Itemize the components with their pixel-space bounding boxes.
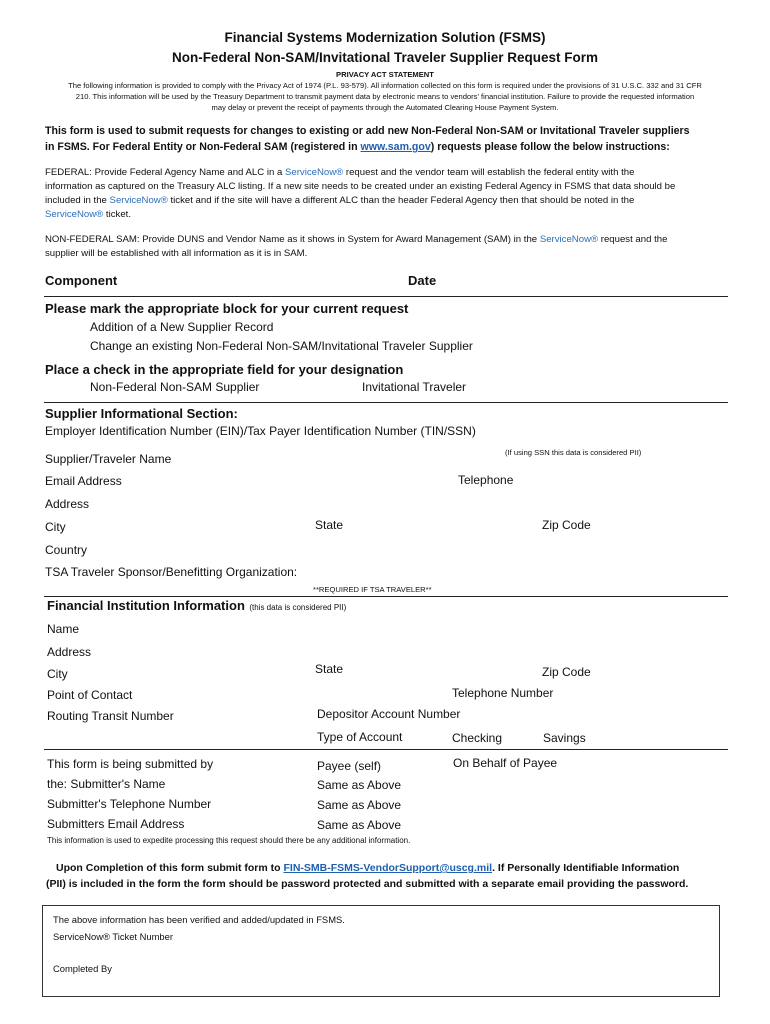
financial-pii-note: (this data is considered PII): [249, 603, 347, 612]
depositor-account-field[interactable]: Depositor Account Number: [317, 707, 461, 721]
federal-text: ticket and if the site will have a different ALC than the header Federal Agency then that should be noted in the: [167, 195, 635, 206]
privacy-text-line3: may delay or prevent the receipt of payments through the Automated Clearing House Payment System.: [211, 103, 559, 112]
state-field[interactable]: State: [315, 518, 344, 532]
option-on-behalf-of-payee[interactable]: On Behalf of Payee: [453, 756, 558, 770]
option-savings[interactable]: Savings: [543, 731, 586, 745]
date-label: Date: [408, 273, 437, 288]
bank-zip-field[interactable]: Zip Code: [542, 665, 591, 679]
intro-line2-pre: in FSMS. For Federal Entity or Non-Federal SAM (registered in: [45, 141, 361, 153]
federal-text: FEDERAL: Provide Federal Agency Name and ALC in a: [45, 167, 285, 178]
bank-name-field[interactable]: Name: [47, 622, 80, 636]
submitter-note: This information is used to expedite processing this request should there be any additional information.: [47, 836, 411, 845]
routing-number-field[interactable]: Routing Transit Number: [47, 709, 174, 723]
submitter-name-field[interactable]: the: Submitter's Name: [47, 777, 166, 791]
intro-line1: This form is used to submit requests for changes to existing or add new Non-Federal Non-SAM or Invitational Traveler suppliers: [45, 125, 690, 137]
completion-line1: [56, 862, 679, 874]
ssn-pii-note: (If using SSN this data is considered PII): [505, 448, 642, 457]
nonfederal-line1: [45, 233, 667, 248]
country-field[interactable]: Country: [45, 543, 88, 557]
privacy-text-line1: The following information is provided to comply with the Privacy Act of 1974 (P.L. 93-579). All information collected on this form is required under the provisions of 31 U.S.C. 332 and 31 CFR: [68, 81, 702, 90]
completion-text: Upon Completion of this form submit form to: [56, 862, 284, 874]
divider: [44, 749, 728, 750]
federal-line4: [45, 208, 131, 223]
address-field[interactable]: Address: [45, 497, 90, 511]
city-field[interactable]: City: [45, 520, 66, 534]
submitter-email-field[interactable]: Submitters Email Address: [47, 817, 185, 831]
privacy-heading: PRIVACY ACT STATEMENT: [336, 70, 434, 79]
bank-city-field[interactable]: City: [47, 667, 68, 681]
same-as-above-phone[interactable]: Same as Above: [317, 798, 402, 812]
intro-line2: [45, 141, 670, 153]
intro-line2-post: ) requests please follow the below instructions:: [430, 141, 670, 153]
sam-gov-link[interactable]: www.sam.gov: [360, 141, 431, 153]
ticket-number-field[interactable]: ServiceNow® Ticket Number: [53, 931, 173, 942]
supplier-heading: Supplier Informational Section:: [45, 406, 238, 421]
same-as-above-email[interactable]: Same as Above: [317, 818, 402, 832]
divider: [44, 296, 728, 297]
nonfederal-text: NON-FEDERAL SAM: Provide DUNS and Vendor Name as it shows in System for Award Management (SAM) in the: [45, 234, 540, 245]
option-change-supplier[interactable]: Change an existing Non-Federal Non-SAM/Invitational Traveler Supplier: [90, 339, 473, 353]
divider: [44, 402, 728, 403]
nonfederal-line2: supplier will be established with all information as it is in SAM.: [45, 248, 308, 259]
designation-heading: Place a check in the appropriate field for your designation: [45, 362, 404, 377]
telephone-field[interactable]: Telephone: [458, 473, 514, 487]
verified-statement: The above information has been verified and added/updated in FSMS.: [53, 914, 345, 925]
submitted-by-label: This form is being submitted by: [47, 757, 214, 771]
form-title-line1: Financial Systems Modernization Solution (FSMS): [224, 30, 546, 45]
option-non-federal-supplier[interactable]: Non-Federal Non-SAM Supplier: [90, 380, 260, 394]
option-payee-self[interactable]: Payee (self): [317, 759, 382, 773]
tsa-required-note: **REQUIRED IF TSA TRAVELER**: [313, 585, 432, 594]
completed-by-field[interactable]: Completed By: [53, 963, 112, 974]
nonfederal-text: request and the: [598, 234, 668, 245]
privacy-text-line2: 210. This information will be used by the Treasury Department to transmit payment data by electronic means to vendors' financial institution. Failure to provide the requested information: [75, 92, 695, 101]
supplier-name-field[interactable]: Supplier/Traveler Name: [45, 452, 172, 466]
servicenow-link[interactable]: ServiceNow®: [45, 209, 104, 220]
completion-line2: (PII) is included in the form the form should be password protected and submitted with a separate email providing the password.: [46, 878, 689, 890]
federal-line1: [45, 166, 634, 181]
servicenow-link[interactable]: ServiceNow®: [109, 195, 168, 206]
zip-field[interactable]: Zip Code: [542, 518, 591, 532]
federal-line2: information as captured on the Treasury ALC listing. If a new site needs to be created under an existing Federal Agency in FSMS that data should be: [45, 181, 676, 192]
federal-text: included in the: [45, 195, 110, 206]
completion-text: . If Personally Identifiable Information: [492, 862, 680, 874]
component-label: Component: [45, 273, 118, 288]
servicenow-link[interactable]: ServiceNow®: [284, 167, 344, 178]
federal-text: request and the vendor team will establish the federal entity with the: [343, 167, 635, 178]
option-checking[interactable]: Checking: [452, 731, 503, 745]
federal-line3: [45, 194, 634, 209]
option-invitational-traveler[interactable]: Invitational Traveler: [362, 380, 467, 394]
financial-heading: Financial Institution Information: [47, 598, 245, 613]
financial-heading-row: [47, 597, 346, 615]
email-field[interactable]: Email Address: [45, 474, 122, 488]
ein-field-label[interactable]: Employer Identification Number (EIN)/Tax Payer Identification Number (TIN/SSN): [45, 424, 476, 438]
federal-text: ticket.: [103, 209, 131, 220]
bank-address-field[interactable]: Address: [47, 645, 92, 659]
bank-state-field[interactable]: State: [315, 662, 344, 676]
bank-telephone-field[interactable]: Telephone Number: [452, 686, 554, 700]
point-of-contact-field[interactable]: Point of Contact: [47, 688, 133, 702]
request-heading: Please mark the appropriate block for your current request: [45, 301, 409, 316]
vendor-support-email-link[interactable]: FIN-SMB-FSMS-VendorSupport@uscg.mil: [283, 862, 493, 874]
option-add-supplier[interactable]: Addition of a New Supplier Record: [90, 320, 274, 334]
same-as-above-name[interactable]: Same as Above: [317, 778, 402, 792]
tsa-sponsor-field[interactable]: TSA Traveler Sponsor/Benefitting Organization:: [45, 565, 298, 579]
servicenow-link[interactable]: ServiceNow®: [539, 234, 599, 245]
submitter-phone-field[interactable]: Submitter's Telephone Number: [47, 797, 212, 811]
form-title-line2: Non-Federal Non-SAM/Invitational Traveler Supplier Request Form: [171, 50, 599, 65]
account-type-label: Type of Account: [317, 730, 403, 744]
office-use-box: [42, 905, 720, 997]
